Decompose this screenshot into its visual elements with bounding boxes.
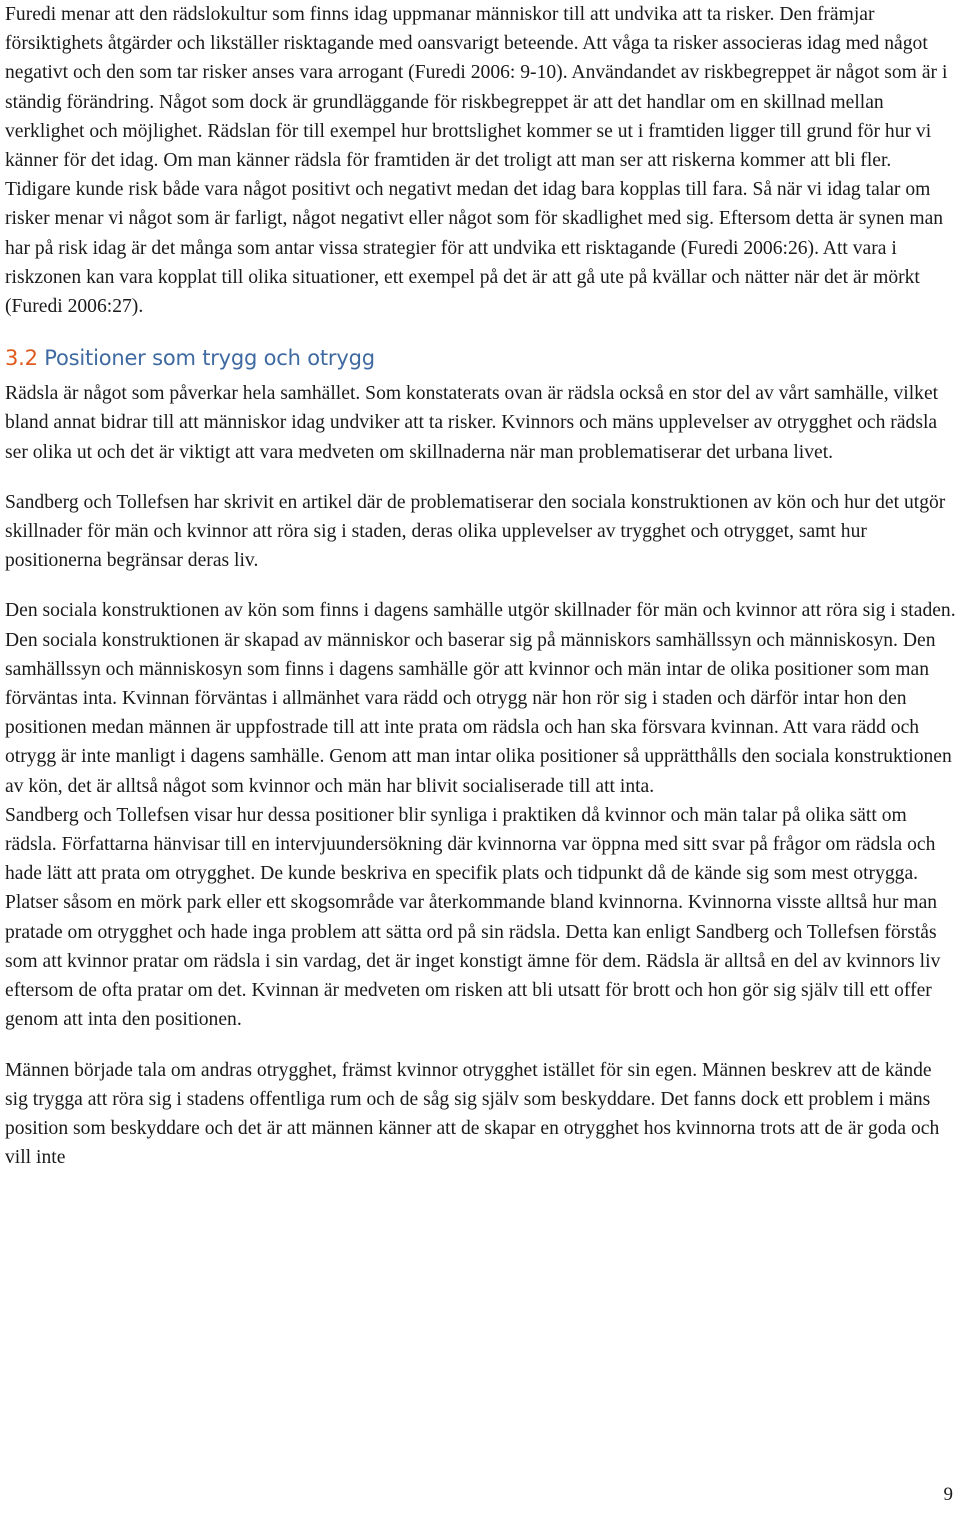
section-number: 3.2 bbox=[5, 346, 38, 371]
section-title: Positioner som trygg och otrygg bbox=[44, 346, 375, 371]
document-page bbox=[5, 0, 957, 1172]
intro-paragraph: Furedi menar att den rädslokultur som finns idag uppmanar människor till att undvika att ta risker. Den främjar försiktighets åtgärder och likställer risktagande med oansvarigt beteende. Att våga ta risker associeras idag med något negativt och den som tar risker anses vara arrogant (Furedi 2006: 9-10). Användandet av riskbegreppet är något som är i ständig förändring. Något som dock är grundläggande för riskbegreppet är att det handlar om en skillnad mellan verklighet och möjlighet. Rädslan för till exempel hur brottslighet kommer se ut i framtiden ligger till grund för hur vi känner för det idag. Om man känner rädsla för framtiden är det troligt att man ser att riskerna kommer att bli fler. Tidigare kunde risk både vara något positivt och negativt medan det idag bara kopplas till fara. Så när vi idag talar om risker menar vi något som är farligt, något negativt eller något som för skadlighet med sig. Eftersom detta är synen man har på risk idag är det många som antar vissa strategier för att undvika ett risktagande (Furedi 2006:26). Att vara i riskzonen kan vara kopplat till olika situationer, ett exempel på det är att gå ute på kvällar och nätter när det är mörkt (Furedi 2006:27). bbox=[5, 4, 948, 318]
body-paragraph-1: Rädsla är något som påverkar hela samhället. Som konstaterats ovan är rädsla också en stor del av vårt samhälle, vilket bland annat bidrar till att människor idag undviker att ta risker. Kvinnors och mäns upplevelser av otrygghet och rädsla ser olika ut och det är viktigt att vara medveten om skillnaderna när man problematiserar det urbana livet. bbox=[5, 383, 939, 463]
section-heading bbox=[5, 343, 957, 373]
body-paragraph-5: Männen började tala om andras otrygghet, främst kvinnor otrygghet istället för sin egen. Männen beskrev att de kände sig trygga att röra sig i stadens offentliga rum och de såg sig själv som beskyddare. Det fanns dock ett problem i mäns position som beskyddare och det är att männen känner att de skapar en otrygghet hos kvinnorna trots att de är goda och vill inte bbox=[5, 1059, 940, 1169]
body-paragraph-2: Sandberg och Tollefsen har skrivit en artikel där de problematiserar den sociala konstruktionen av kön och hur det utgör skillnader för män och kvinnor att röra sig i staden, deras olika upplevelser av trygghet och otrygget, samt hur positionerna begränsar deras liv. bbox=[5, 491, 946, 572]
page-number: 9 bbox=[943, 1484, 953, 1505]
body-paragraph-3: Den sociala konstruktionen av kön som finns i dagens samhälle utgör skillnader för män och kvinnor att röra sig i staden. Den sociala konstruktionen är skapad av människor och baserar sig på människors samhällssyn och människosyn. Den samhällssyn och människosyn som finns i dagens samhälle gör att kvinnor och män intar de olika positioner som man förväntas inta. Kvinnan förväntas i allmänhet vara rädd och otrygg när hon rör sig i staden och därför intar hon den positionen medan männen är uppfostrade till att inte prata om rädsla och han ska försvara kvinnan. Att vara rädd och otrygg är inte manligt i dagens samhälle. Genom att man intar olika positioner så upprätthålls den sociala konstruktionen av kön, det är alltså något som kvinnor och män har blivit socialiserade till att inta. bbox=[5, 600, 956, 797]
body-paragraph-4: Sandberg och Tollefsen visar hur dessa positioner blir synliga i praktiken då kvinnor och män talar på olika sätt om rädsla. Författarna hänvisar till en intervjuundersökning där kvinnorna var öppna med sitt svar på frågor om rädsla och hade lätt att prata om otrygghet. De kunde beskriva en specifik plats och tidpunkt då de kände sig som mest otrygga. Platser såsom en mörk park eller ett skogsområde var återkommande bland kvinnorna. Kvinnorna visste alltså hur man pratade om otrygghet och hade inga problem att sätta ord på sin rädsla. Detta kan enligt Sandberg och Tollefsen förstås som att kvinnor pratar om rädsla i sin vardag, det är inget konstigt ämne för dem. Rädsla är alltså en del av kvinnors liv eftersom de ofta pratar om det. Kvinnan är medveten om risken att bli utsatt för brott och hon gör sig själv till ett offer genom att inta den positionen. bbox=[5, 804, 941, 1031]
